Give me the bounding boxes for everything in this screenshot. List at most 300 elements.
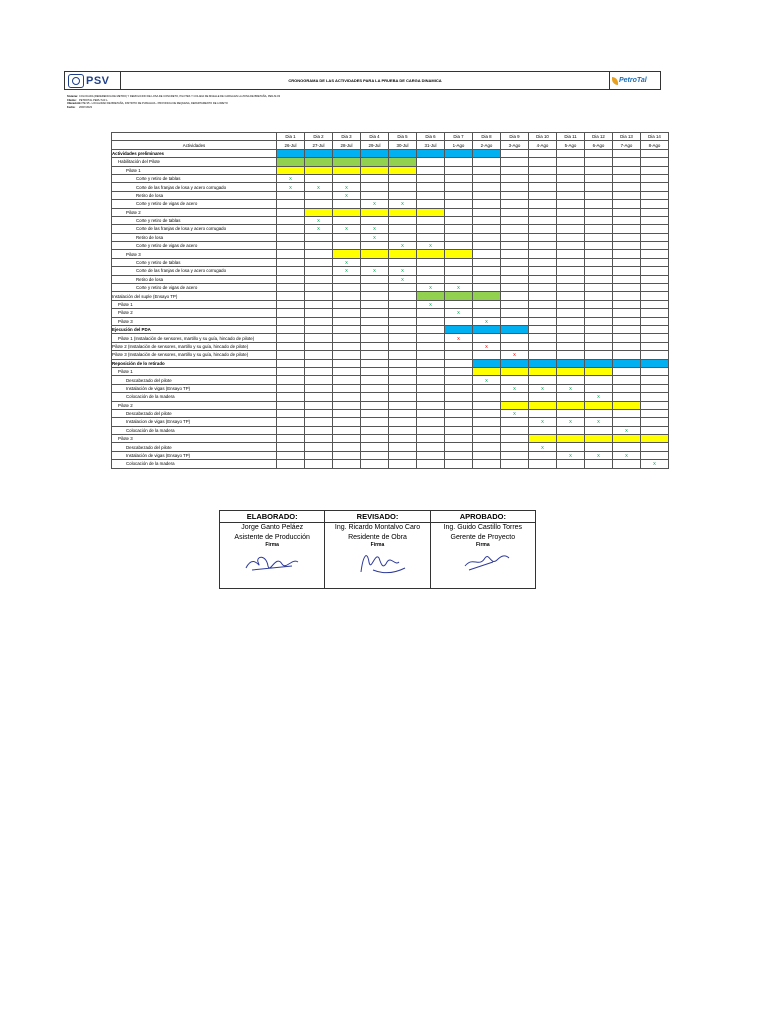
schedule-cell bbox=[305, 233, 333, 241]
date-header: 4-Ago bbox=[529, 141, 557, 149]
schedule-cell bbox=[557, 174, 585, 182]
schedule-cell bbox=[333, 435, 361, 443]
task-mark: X bbox=[345, 184, 348, 190]
schedule-cell bbox=[613, 401, 641, 409]
schedule-cell bbox=[529, 183, 557, 191]
schedule-cell bbox=[361, 435, 389, 443]
schedule-cell bbox=[529, 334, 557, 342]
schedule-cell bbox=[277, 401, 305, 409]
activity-label: Pilote 3 bbox=[112, 317, 277, 325]
schedule-cell bbox=[585, 325, 613, 333]
schedule-cell bbox=[585, 166, 613, 174]
schedule-cell bbox=[501, 242, 529, 250]
schedule-cell bbox=[389, 317, 417, 325]
task-mark: X bbox=[457, 335, 460, 341]
task-mark: X bbox=[373, 234, 376, 240]
schedule-cell bbox=[557, 267, 585, 275]
schedule-cell bbox=[557, 149, 585, 157]
schedule-cell bbox=[445, 359, 473, 367]
activity-label: Descabezado del pilote bbox=[112, 443, 277, 451]
schedule-cell bbox=[305, 359, 333, 367]
schedule-cell bbox=[361, 309, 389, 317]
schedule-cell bbox=[277, 435, 305, 443]
schedule-cell bbox=[557, 426, 585, 434]
day-number-row bbox=[112, 133, 669, 141]
schedule-cell bbox=[277, 443, 305, 451]
schedule-cell bbox=[417, 334, 445, 342]
schedule-cell bbox=[501, 292, 529, 300]
schedule-cell bbox=[529, 258, 557, 266]
schedule-cell bbox=[585, 242, 613, 250]
schedule-cell bbox=[557, 443, 585, 451]
schedule-cell bbox=[613, 233, 641, 241]
signature-heading: ELABORADO: bbox=[220, 511, 324, 523]
schedule-cell bbox=[557, 418, 585, 426]
signer-role: Gerente de Proyecto bbox=[450, 533, 516, 541]
schedule-cell bbox=[473, 258, 501, 266]
schedule-cell bbox=[445, 267, 473, 275]
schedule-cell bbox=[445, 401, 473, 409]
activity-row bbox=[112, 158, 669, 166]
schedule-cell bbox=[333, 460, 361, 468]
schedule-cell bbox=[473, 359, 501, 367]
schedule-cell bbox=[585, 384, 613, 392]
schedule-cell bbox=[305, 451, 333, 459]
schedule-cell bbox=[445, 225, 473, 233]
schedule-cell bbox=[277, 225, 305, 233]
schedule-cell bbox=[641, 359, 669, 367]
schedule-cell bbox=[333, 359, 361, 367]
schedule-cell bbox=[585, 393, 613, 401]
schedule-cell bbox=[613, 309, 641, 317]
schedule-cell bbox=[333, 166, 361, 174]
schedule-cell bbox=[529, 284, 557, 292]
schedule-cell bbox=[277, 317, 305, 325]
schedule-cell bbox=[641, 191, 669, 199]
schedule-cell bbox=[417, 300, 445, 308]
schedule-cell bbox=[417, 191, 445, 199]
activity-label: Corte y retiro de vigas de acero bbox=[112, 242, 277, 250]
schedule-cell bbox=[585, 200, 613, 208]
schedule-cell bbox=[557, 242, 585, 250]
activity-label: Pilote 1 bbox=[112, 300, 277, 308]
schedule-cell bbox=[585, 208, 613, 216]
document-title: CRONOGRAMA DE LAS ACTIVIDADES PARA LA PRUEBA DE CARGA DINAMICA bbox=[288, 78, 442, 83]
schedule-cell bbox=[529, 409, 557, 417]
schedule-cell bbox=[641, 292, 669, 300]
schedule-cell bbox=[557, 342, 585, 350]
activity-label: Corte de las franjas de losa y acero corrugado bbox=[112, 183, 277, 191]
schedule-cell bbox=[277, 325, 305, 333]
task-mark: X bbox=[317, 226, 320, 232]
schedule-cell bbox=[417, 367, 445, 375]
signature-stroke bbox=[246, 557, 298, 570]
schedule-cell bbox=[361, 174, 389, 182]
activity-row bbox=[112, 435, 669, 443]
schedule-cell bbox=[361, 225, 389, 233]
schedule-cell bbox=[277, 233, 305, 241]
schedule-cell bbox=[501, 208, 529, 216]
schedule-cell bbox=[557, 451, 585, 459]
schedule-cell bbox=[277, 166, 305, 174]
schedule-cell bbox=[585, 409, 613, 417]
schedule-cell bbox=[305, 393, 333, 401]
schedule-cell bbox=[501, 158, 529, 166]
schedule-cell bbox=[529, 250, 557, 258]
schedule-cell bbox=[473, 166, 501, 174]
task-mark: X bbox=[317, 184, 320, 190]
activity-label: Descabezado del pilote bbox=[112, 409, 277, 417]
schedule-cell bbox=[277, 183, 305, 191]
schedule-cell bbox=[361, 233, 389, 241]
schedule-cell bbox=[333, 200, 361, 208]
schedule-cell bbox=[473, 200, 501, 208]
schedule-cell bbox=[613, 334, 641, 342]
schedule-cell bbox=[557, 367, 585, 375]
schedule-cell bbox=[641, 317, 669, 325]
task-mark: X bbox=[485, 377, 488, 383]
signature-column bbox=[325, 511, 430, 588]
schedule-cell bbox=[501, 250, 529, 258]
schedule-cell bbox=[389, 267, 417, 275]
schedule-cell bbox=[641, 158, 669, 166]
schedule-cell bbox=[361, 275, 389, 283]
schedule-cell bbox=[473, 451, 501, 459]
schedule-cell bbox=[277, 384, 305, 392]
task-mark: X bbox=[541, 444, 544, 450]
schedule-cell bbox=[305, 242, 333, 250]
firma-label: Firma bbox=[476, 542, 490, 548]
schedule-cell bbox=[501, 275, 529, 283]
schedule-cell bbox=[613, 435, 641, 443]
schedule-cell bbox=[417, 359, 445, 367]
schedule-cell bbox=[445, 242, 473, 250]
schedule-cell bbox=[305, 300, 333, 308]
schedule-cell bbox=[361, 242, 389, 250]
schedule-cell bbox=[389, 334, 417, 342]
schedule-cell bbox=[417, 393, 445, 401]
schedule-cell bbox=[557, 200, 585, 208]
schedule-cell bbox=[361, 191, 389, 199]
schedule-cell bbox=[641, 275, 669, 283]
date-header: 31-Jul bbox=[417, 141, 445, 149]
schedule-cell bbox=[557, 208, 585, 216]
schedule-cell bbox=[389, 451, 417, 459]
activities-header: Actividades bbox=[112, 141, 277, 149]
schedule-cell bbox=[333, 351, 361, 359]
firma-label: Firma bbox=[370, 542, 385, 548]
schedule-cell bbox=[417, 149, 445, 157]
schedule-cell bbox=[417, 216, 445, 224]
schedule-cell bbox=[585, 351, 613, 359]
schedule-cell bbox=[445, 435, 473, 443]
schedule-cell bbox=[417, 384, 445, 392]
activity-row bbox=[112, 191, 669, 199]
date-header: 29-Jul bbox=[361, 141, 389, 149]
schedule-cell bbox=[277, 158, 305, 166]
schedule-cell bbox=[333, 443, 361, 451]
task-mark: X bbox=[345, 268, 348, 274]
schedule-cell bbox=[305, 435, 333, 443]
schedule-cell bbox=[445, 284, 473, 292]
activity-label: Retiro de losa bbox=[112, 191, 277, 199]
schedule-cell bbox=[277, 376, 305, 384]
task-mark: X bbox=[401, 201, 404, 207]
schedule-cell bbox=[501, 309, 529, 317]
schedule-cell bbox=[557, 158, 585, 166]
activity-label: Descabezado del pilote bbox=[112, 376, 277, 384]
schedule-cell bbox=[473, 309, 501, 317]
schedule-cell bbox=[501, 200, 529, 208]
schedule-cell bbox=[613, 225, 641, 233]
activity-label: Instalación de vigas (Ensayo TP) bbox=[112, 384, 277, 392]
schedule-cell bbox=[613, 183, 641, 191]
schedule-cell bbox=[389, 443, 417, 451]
day-header: Dia 12 bbox=[585, 133, 613, 141]
schedule-cell bbox=[389, 208, 417, 216]
schedule-cell bbox=[613, 384, 641, 392]
schedule-cell bbox=[557, 183, 585, 191]
schedule-cell bbox=[501, 342, 529, 350]
schedule-cell bbox=[529, 174, 557, 182]
activity-row bbox=[112, 183, 669, 191]
schedule-cell bbox=[389, 158, 417, 166]
schedule-cell bbox=[473, 275, 501, 283]
activity-label: Pilote 3 bbox=[112, 435, 277, 443]
schedule-cell bbox=[529, 342, 557, 350]
schedule-cell bbox=[389, 250, 417, 258]
schedule-cell bbox=[417, 376, 445, 384]
schedule-cell bbox=[613, 460, 641, 468]
schedule-cell bbox=[445, 409, 473, 417]
schedule-cell bbox=[417, 250, 445, 258]
schedule-cell bbox=[361, 342, 389, 350]
schedule-cell bbox=[361, 216, 389, 224]
schedule-cell bbox=[445, 183, 473, 191]
schedule-cell bbox=[613, 451, 641, 459]
schedule-cell bbox=[501, 443, 529, 451]
psv-logo bbox=[65, 72, 121, 89]
schedule-cell bbox=[557, 225, 585, 233]
schedule-cell bbox=[305, 275, 333, 283]
date-header: 3-Ago bbox=[501, 141, 529, 149]
activity-row bbox=[112, 409, 669, 417]
activity-row bbox=[112, 225, 669, 233]
activity-label: Corte de las franjas de losa y acero corrugado bbox=[112, 225, 277, 233]
schedule-cell bbox=[557, 376, 585, 384]
schedule-cell bbox=[501, 216, 529, 224]
schedule-cell bbox=[557, 292, 585, 300]
schedule-cell bbox=[641, 393, 669, 401]
schedule-cell bbox=[557, 309, 585, 317]
day-header: Dia 4 bbox=[361, 133, 389, 141]
schedule-cell bbox=[529, 300, 557, 308]
schedule-cell bbox=[473, 325, 501, 333]
schedule-cell bbox=[417, 401, 445, 409]
schedule-cell bbox=[473, 233, 501, 241]
schedule-cell bbox=[501, 284, 529, 292]
date-header: 1-Ago bbox=[445, 141, 473, 149]
activity-label: Actividades preliminares bbox=[112, 149, 277, 157]
activity-label: Pilote 2 bbox=[112, 208, 277, 216]
schedule-cell bbox=[613, 158, 641, 166]
schedule-cell bbox=[501, 166, 529, 174]
schedule-cell bbox=[445, 174, 473, 182]
schedule-cell bbox=[473, 225, 501, 233]
schedule-cell bbox=[613, 426, 641, 434]
schedule-cell bbox=[585, 191, 613, 199]
schedule-cell bbox=[305, 174, 333, 182]
activity-row bbox=[112, 460, 669, 468]
activity-label: Pilote 3 bbox=[112, 250, 277, 258]
schedule-cell bbox=[585, 174, 613, 182]
schedule-cell bbox=[305, 309, 333, 317]
schedule-cell bbox=[305, 149, 333, 157]
schedule-cell bbox=[389, 409, 417, 417]
schedule-cell bbox=[305, 418, 333, 426]
schedule-cell bbox=[305, 200, 333, 208]
psv-logo-text: PSV bbox=[86, 74, 110, 87]
schedule-cell bbox=[613, 267, 641, 275]
schedule-cell bbox=[585, 250, 613, 258]
schedule-cell bbox=[529, 208, 557, 216]
schedule-cell bbox=[333, 384, 361, 392]
info-value: LOTE 95 - LOCALIDAD DE BRETAÑA, DISTRITO DE PUINAHUA - PROVINCIA DE REQUENA, DEPARTAMENTO DE LORETO bbox=[79, 102, 228, 106]
date-header: 6-Ago bbox=[585, 141, 613, 149]
task-mark: X bbox=[569, 453, 572, 459]
schedule-cell bbox=[361, 149, 389, 157]
schedule-cell bbox=[529, 267, 557, 275]
schedule-cell bbox=[641, 460, 669, 468]
schedule-cell bbox=[529, 158, 557, 166]
schedule-cell bbox=[641, 435, 669, 443]
schedule-cell bbox=[473, 401, 501, 409]
info-row bbox=[67, 106, 280, 110]
schedule-cell bbox=[473, 183, 501, 191]
schedule-cell bbox=[641, 409, 669, 417]
schedule-cell bbox=[305, 158, 333, 166]
schedule-cell bbox=[445, 384, 473, 392]
schedule-cell bbox=[529, 460, 557, 468]
activity-label: Retiro de losa bbox=[112, 275, 277, 283]
schedule-cell bbox=[585, 258, 613, 266]
activity-row bbox=[112, 334, 669, 342]
schedule-cell bbox=[333, 225, 361, 233]
schedule-cell bbox=[361, 325, 389, 333]
schedule-cell bbox=[305, 258, 333, 266]
schedule-cell bbox=[417, 233, 445, 241]
schedule-cell bbox=[277, 460, 305, 468]
schedule-cell bbox=[305, 216, 333, 224]
schedule-cell bbox=[305, 426, 333, 434]
schedule-cell bbox=[445, 300, 473, 308]
schedule-cell bbox=[613, 149, 641, 157]
schedule-cell bbox=[361, 367, 389, 375]
info-value: COLOCADA (REFERENCIA DE METRO) Y DEMOLICION DE LOSA DE CONCRETO, PILOTES Y COLADA DE MUELLE DE CARGA EN LA ZONA DE BRETAÑA, PEN-M-03 bbox=[79, 95, 281, 98]
activity-row bbox=[112, 233, 669, 241]
handwritten-signature bbox=[443, 548, 523, 580]
schedule-cell bbox=[417, 200, 445, 208]
activity-row bbox=[112, 200, 669, 208]
schedule-cell bbox=[389, 384, 417, 392]
schedule-cell bbox=[361, 426, 389, 434]
schedule-cell bbox=[305, 208, 333, 216]
activity-label: Pilote 3 (Instalación de sensores, martillo y su guía, hincado de pilote) bbox=[112, 351, 277, 359]
schedule-cell bbox=[417, 258, 445, 266]
schedule-cell bbox=[305, 250, 333, 258]
schedule-cell bbox=[389, 149, 417, 157]
schedule-cell bbox=[305, 317, 333, 325]
schedule-cell bbox=[585, 225, 613, 233]
schedule-cell bbox=[389, 435, 417, 443]
handwritten-signature bbox=[337, 548, 417, 580]
task-mark: X bbox=[597, 453, 600, 459]
schedule-cell bbox=[529, 317, 557, 325]
activity-label: Instalacion de vigas (Ensayo TP) bbox=[112, 418, 277, 426]
schedule-cell bbox=[305, 334, 333, 342]
schedule-cell bbox=[585, 342, 613, 350]
activity-label: Instalación del suple (Ensayo TP) bbox=[112, 292, 277, 300]
task-mark: X bbox=[597, 419, 600, 425]
activity-label: Colocación de la madera bbox=[112, 393, 277, 401]
activity-label: Pilote 2 bbox=[112, 401, 277, 409]
schedule-cell bbox=[613, 393, 641, 401]
schedule-cell bbox=[641, 367, 669, 375]
schedule-cell bbox=[585, 158, 613, 166]
schedule-cell bbox=[557, 325, 585, 333]
schedule-cell bbox=[333, 401, 361, 409]
activity-label: Pilote 2 (Instalación de sensores, martillo y su guía, hincado de pilote) bbox=[112, 342, 277, 350]
schedule-cell bbox=[333, 367, 361, 375]
activity-label: Corte y retiro de tablas bbox=[112, 216, 277, 224]
schedule-cell bbox=[585, 267, 613, 275]
schedule-cell bbox=[613, 166, 641, 174]
signature-column bbox=[220, 511, 325, 588]
schedule-cell bbox=[277, 309, 305, 317]
task-mark: X bbox=[597, 394, 600, 400]
schedule-cell bbox=[361, 409, 389, 417]
schedule-cell bbox=[389, 225, 417, 233]
schedule-cell bbox=[501, 418, 529, 426]
schedule-cell bbox=[501, 300, 529, 308]
schedule-cell bbox=[389, 342, 417, 350]
schedule-cell bbox=[473, 191, 501, 199]
schedule-cell bbox=[473, 435, 501, 443]
task-mark: X bbox=[373, 201, 376, 207]
task-mark: X bbox=[569, 385, 572, 391]
schedule-cell bbox=[529, 292, 557, 300]
schedule-cell bbox=[389, 376, 417, 384]
activity-row bbox=[112, 300, 669, 308]
schedule-cell bbox=[389, 351, 417, 359]
schedule-cell bbox=[641, 216, 669, 224]
schedule-cell bbox=[305, 367, 333, 375]
schedule-cell bbox=[361, 393, 389, 401]
schedule-cell bbox=[557, 409, 585, 417]
schedule-cell bbox=[641, 183, 669, 191]
schedule-cell bbox=[361, 451, 389, 459]
schedule-cell bbox=[501, 225, 529, 233]
day-header: Dia 14 bbox=[641, 133, 669, 141]
task-mark: X bbox=[541, 419, 544, 425]
schedule-cell bbox=[389, 359, 417, 367]
date-header: 2-Ago bbox=[473, 141, 501, 149]
schedule-cell bbox=[333, 334, 361, 342]
schedule-cell bbox=[277, 149, 305, 157]
schedule-cell bbox=[529, 191, 557, 199]
schedule-cell bbox=[529, 166, 557, 174]
schedule-cell bbox=[277, 191, 305, 199]
